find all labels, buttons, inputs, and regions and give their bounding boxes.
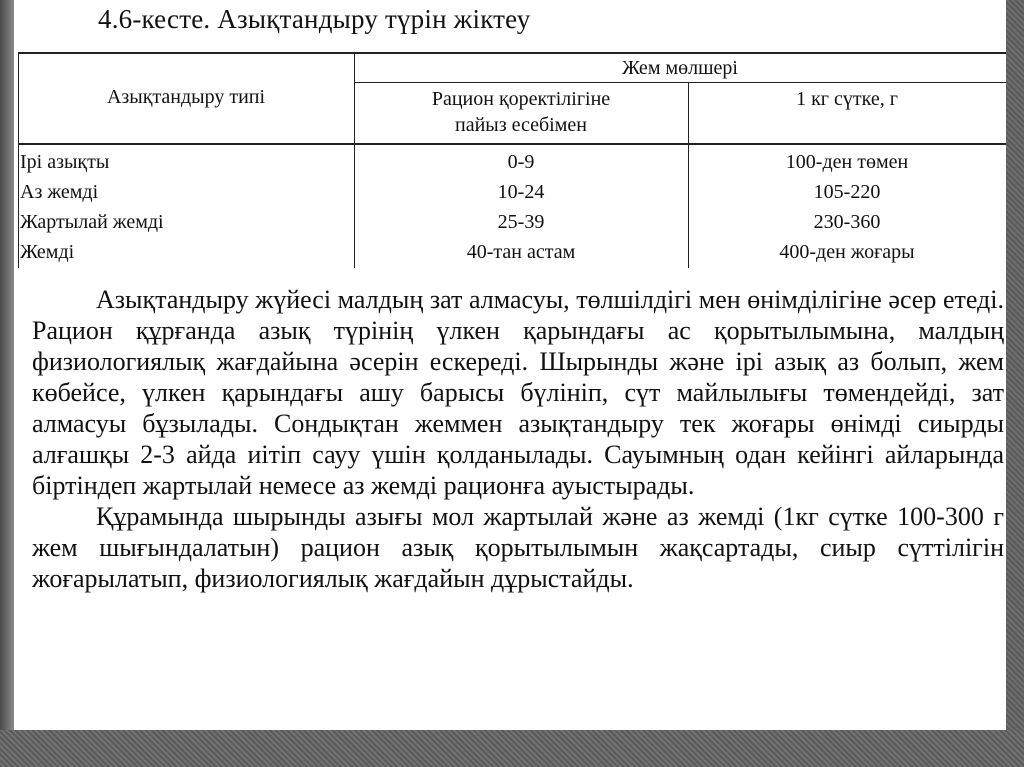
row-1-percent: 0-9 <box>507 151 535 173</box>
header-bottom-rule <box>18 143 1006 145</box>
header-per-kg-milk: 1 кг сүтке, г <box>796 88 898 110</box>
row-2-per-kg: 105-220 <box>813 181 881 203</box>
group-header-rule <box>354 82 1006 83</box>
row-4-type: Жемді <box>20 241 75 263</box>
row-3-percent: 25-39 <box>497 211 545 233</box>
paragraph-2: Құрамында шырынды азығы мол жартылай және аз жемді (1кг сүтке 100-300 г жем шығындалатын) рацион азық қорытылымын жақсартады, сиыр сүттілігін жоғарылатып, физиологиялық жағдайын дұрыстайды. <box>32 502 1004 593</box>
classification-table <box>18 52 1006 268</box>
table-top-rule <box>18 52 1006 54</box>
document-page <box>14 0 1006 730</box>
row-1-per-kg: 100-ден төмен <box>785 151 909 173</box>
header-feeding-type: Азықтандыру типі <box>106 86 266 108</box>
row-3-per-kg: 230-360 <box>813 211 881 233</box>
slide-frame-bottom <box>0 730 1024 767</box>
table-caption: 4.6-кесте. Азықтандыру түрін жіктеу <box>98 4 531 34</box>
header-feed-amount: Жем мөлшері <box>622 57 738 79</box>
paragraph-1: Азықтандыру жүйесі малдың зат алмасуы, төлшілдігі мен өнімділігіне әсер етеді. Рацион құрғанда азық түрінің үлкен қарындағы ас қорытылымына, малдың физиологиялық жағдайына әсерін ескереді. Шырынды және ірі азық аз болып, жем көбейсе, үлкен қарындағы ашу барысы бүлініп, сүт майлылығы төмендейді, зат алмасуы бұзылады. Сондықтан жеммен азықтандыру тек жоғары өнімді сиырды алғашқы 2-3 айда иітіп сауу үшін қолданылады. Сауымның одан кейінгі айларында біртіндеп жартылай немесе аз жемді рационға ауыстырады. <box>32 285 1004 500</box>
slide-frame-left <box>0 0 14 767</box>
header-percent-of-ration: Рацион қоректілігіне пайыз есебімен <box>431 88 611 136</box>
body-text <box>32 284 1004 594</box>
slide-frame-right <box>1006 0 1024 767</box>
row-4-percent: 40-тан астам <box>466 241 576 263</box>
row-2-percent: 10-24 <box>497 181 545 203</box>
row-1-type: Ірі азықты <box>20 151 110 173</box>
row-2-type: Аз жемді <box>20 181 99 203</box>
row-3-type: Жартылай жемді <box>20 211 164 233</box>
row-4-per-kg: 400-ден жоғары <box>779 241 915 263</box>
